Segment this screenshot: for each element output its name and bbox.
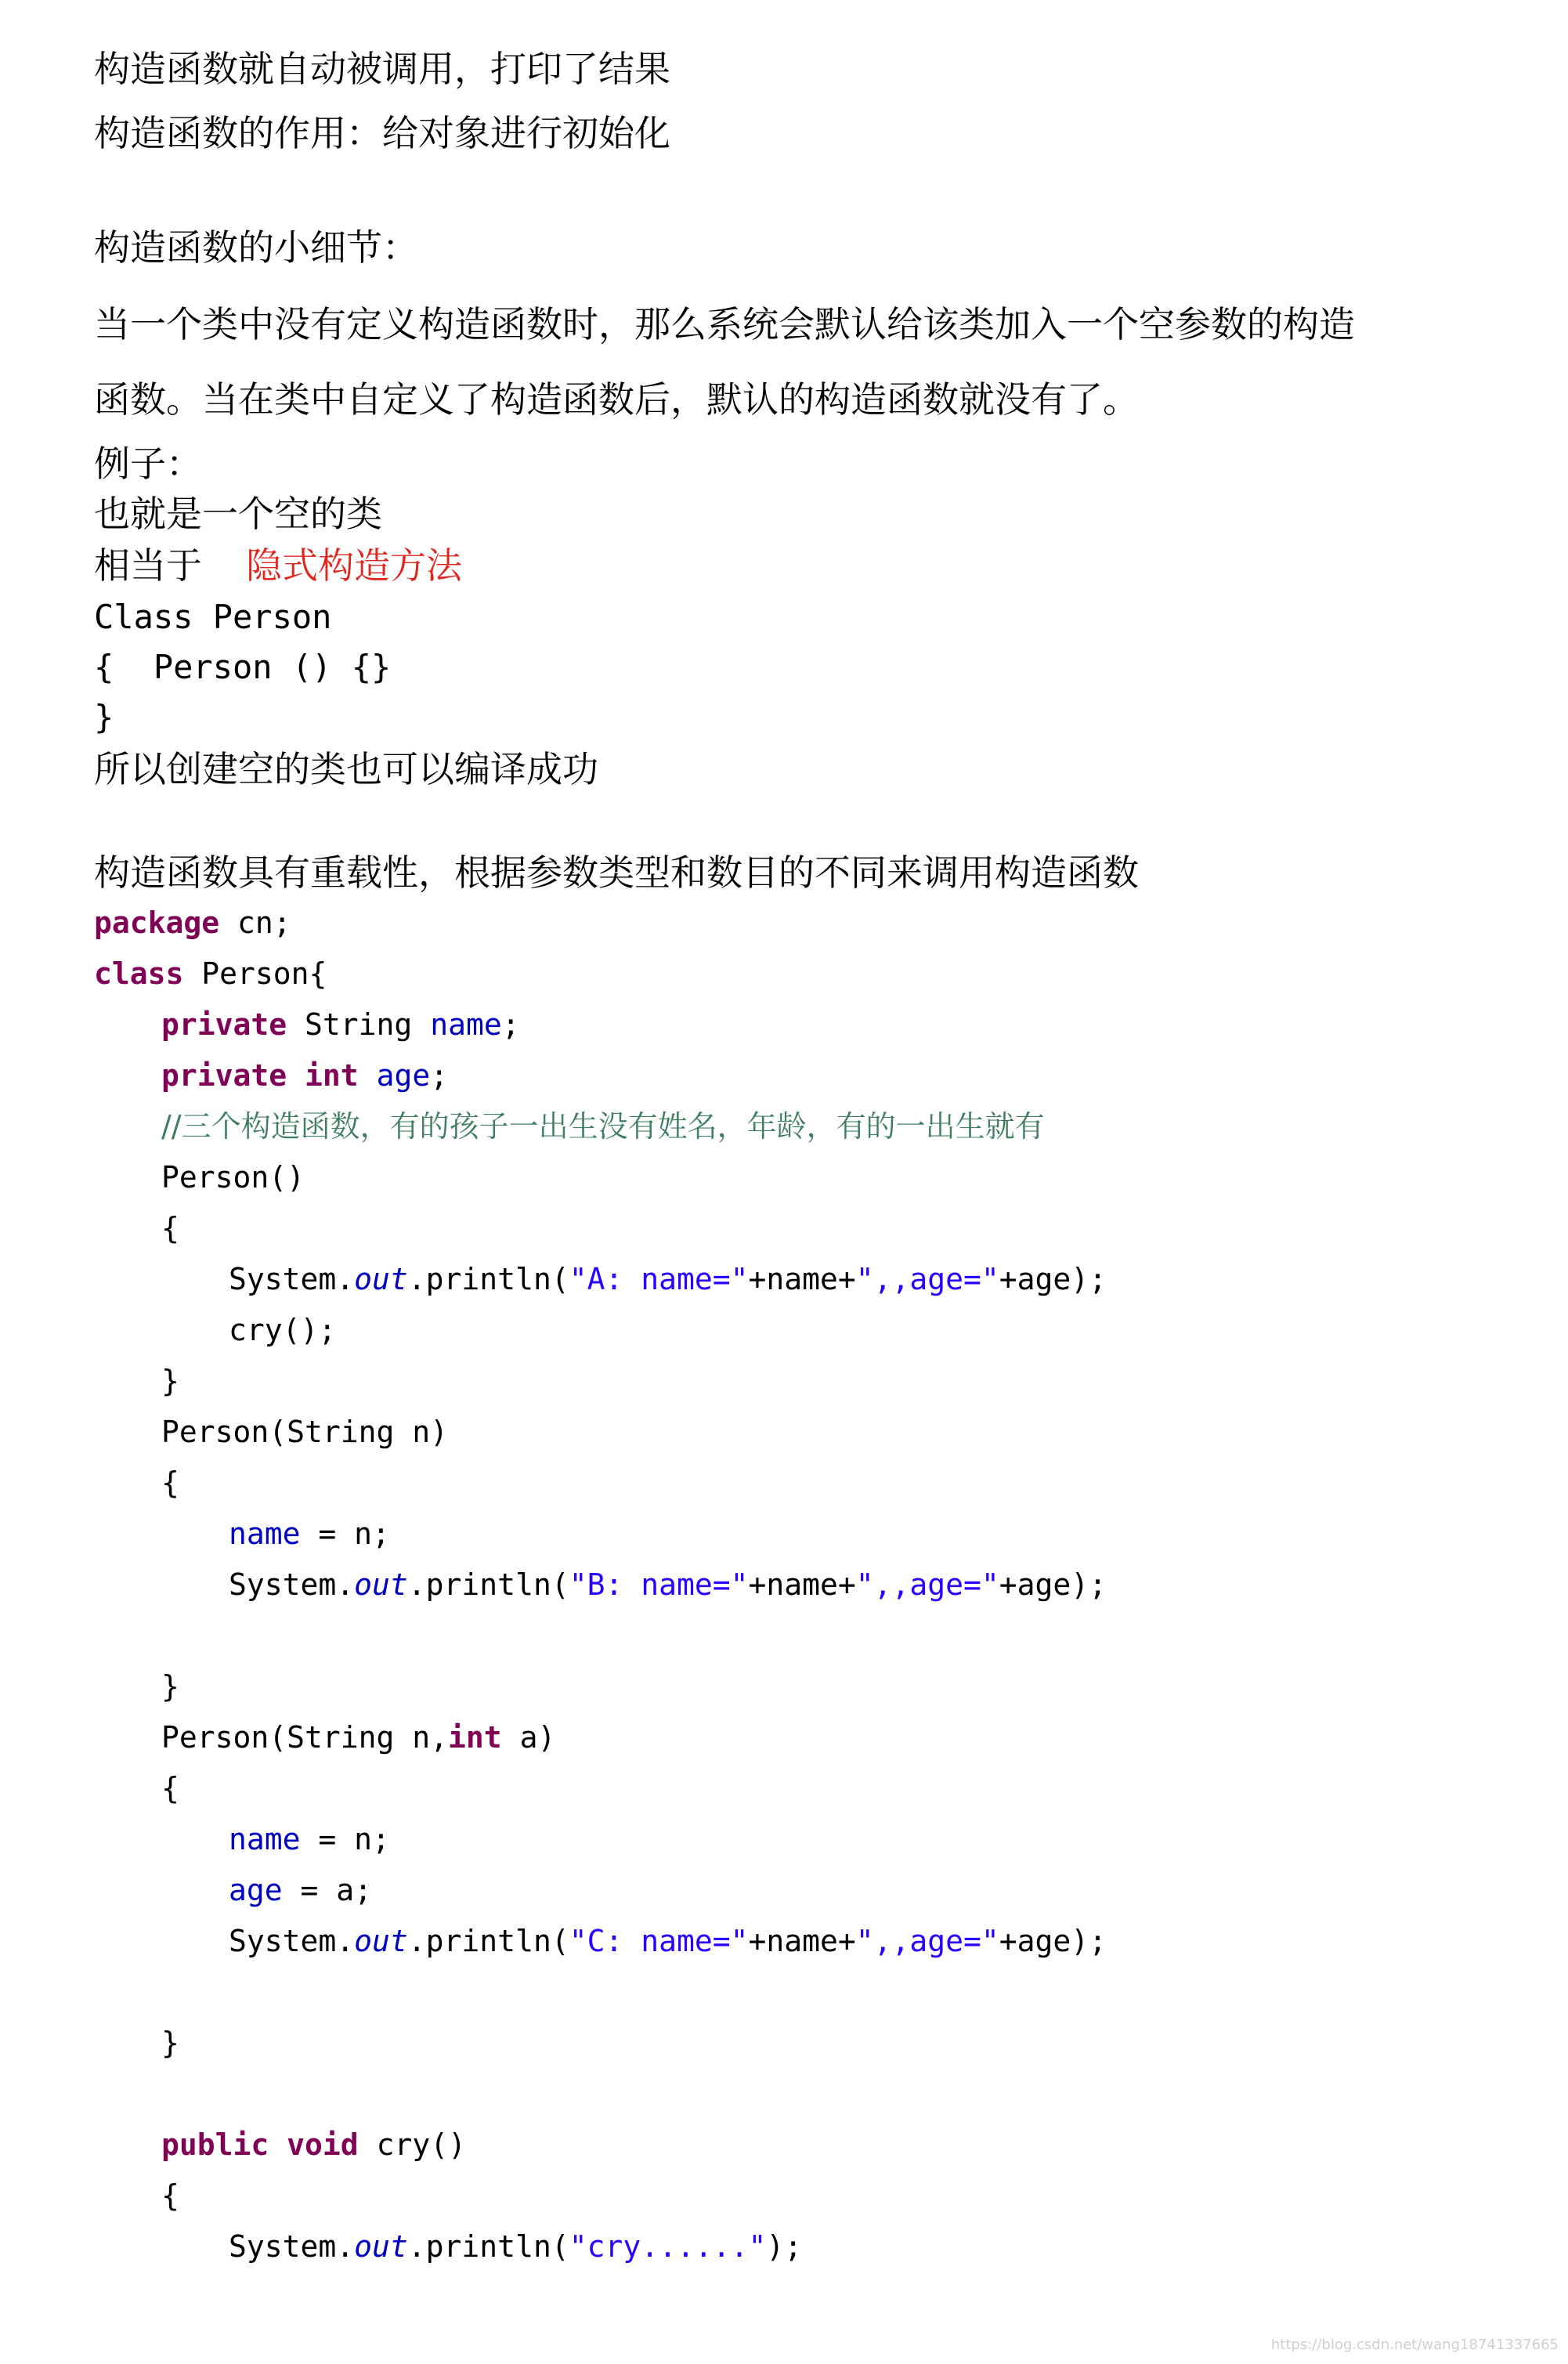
field-age: age [229,1873,283,1907]
system-ref: System. [229,1567,355,1602]
assign-a: = a; [282,1873,373,1907]
text-line-3: 构造函数的小细节： [94,226,418,269]
code-line-assign-age [229,1871,372,1910]
out-field: out [354,2229,408,2264]
text-line-1: 构造函数就自动被调用，打印了结果 [94,48,670,90]
code-line-println-b [229,1565,1107,1604]
text-line-12: 所以创建空的类也可以编译成功 [94,748,598,790]
semicolon: ; [430,1058,449,1093]
text-line-2: 构造函数的作用：给对象进行初始化 [94,112,670,154]
concat-age: +age); [999,1262,1107,1296]
code-open-brace: { [161,1771,179,1806]
text-line-5: 函数。当在类中自定义了构造函数后，默认的构造函数就没有了。 [94,378,1139,421]
string-literal-cry: "cry......" [569,2229,767,2264]
concat-name: +name+ [748,1262,856,1296]
code-open-brace: { [161,2178,179,2213]
text-line-7: 也就是一个空的类 [94,493,382,535]
watermark-url: https://blog.csdn.net/wang18741337665 [1270,2337,1559,2353]
string-literal-a: "A: name=" [569,1262,749,1296]
text-line-8 [94,542,462,589]
string-literal-age: ",,age=" [855,1567,999,1602]
code-line-println-a [229,1260,1107,1299]
code-close-brace: } [161,1669,179,1704]
string-literal-b: "B: name=" [569,1567,749,1602]
keyword-public: public [161,2127,269,2162]
code-line-ctor3 [161,1718,555,1757]
keyword-private: private [161,1058,287,1093]
keyword-package: package [94,905,220,940]
text-line-13: 构造函数具有重载性，根据参数类型和数目的不同来调用构造函数 [94,851,1139,894]
keyword-int: int [448,1720,502,1755]
code-open-brace: { [161,1466,179,1500]
code-line-assign-name [229,1820,390,1859]
string-literal-c: "C: name=" [569,1924,749,1958]
concat-age: +age); [999,1924,1107,1958]
field-name: name [229,1516,301,1551]
keyword-void: void [287,2127,359,2162]
println-call: .println( [407,2229,569,2264]
code-line-package [94,903,291,942]
ctor3-prefix: Person(String n, [161,1720,449,1755]
keyword-private: private [161,1007,287,1042]
field-name: name [430,1007,502,1042]
highlight-implicit-constructor: 隐式构造方法 [246,544,462,587]
field-age: age [376,1058,431,1093]
out-field: out [354,1924,408,1958]
text-line-9: Class Person [94,598,332,636]
string-literal-age: ",,age=" [855,1924,999,1958]
field-name: name [229,1822,301,1856]
println-call: .println( [407,1262,569,1296]
package-name: cn; [219,905,291,940]
system-ref: System. [229,2229,355,2264]
cry-declaration: cry() [358,2127,466,2162]
println-call: .println( [407,1924,569,1958]
text-line-6: 例子： [94,443,202,485]
println-call: .println( [407,1567,569,1602]
class-declaration: Person{ [183,956,327,991]
code-close-brace: } [161,1364,179,1398]
semicolon: ; [501,1007,520,1042]
code-open-brace: { [161,1211,179,1245]
out-field: out [354,1567,408,1602]
ctor3-suffix: a) [501,1720,556,1755]
assign-n: = n; [300,1822,390,1856]
system-ref: System. [229,1262,355,1296]
out-field: out [354,1262,408,1296]
code-comment: //三个构造函数，有的孩子一出生没有姓名，年龄，有的一出生就有 [161,1109,1045,1144]
code-line-ctor2: Person(String n) [161,1415,449,1449]
code-line-println-cry [229,2227,802,2266]
code-line-println-c [229,1921,1107,1961]
code-line-class [94,954,327,993]
code-close-brace: } [161,2026,179,2060]
text-line-11: } [94,698,114,736]
text-line-8-prefix: 相当于 [94,544,202,587]
concat-name: +name+ [748,1567,856,1602]
close-call: ); [766,2229,803,2264]
code-line-cry-decl [161,2125,466,2164]
text-line-10: { Person () {} [94,648,392,686]
code-line-field-name [161,1005,520,1044]
code-line-field-age [161,1056,448,1095]
code-line-cry-call: cry(); [229,1313,337,1347]
string-literal-age: ",,age=" [855,1262,999,1296]
system-ref: System. [229,1924,355,1958]
code-line-ctor1: Person() [161,1160,305,1195]
keyword-int: int [305,1058,359,1093]
code-line-assign-name [229,1514,390,1553]
text-line-4: 当一个类中没有定义构造函数时，那么系统会默认给该类加入一个空参数的构造 [94,303,1355,345]
concat-name: +name+ [748,1924,856,1958]
field-type: String [287,1007,431,1042]
concat-age: +age); [999,1567,1107,1602]
assign-n: = n; [300,1516,390,1551]
keyword-class: class [94,956,184,991]
